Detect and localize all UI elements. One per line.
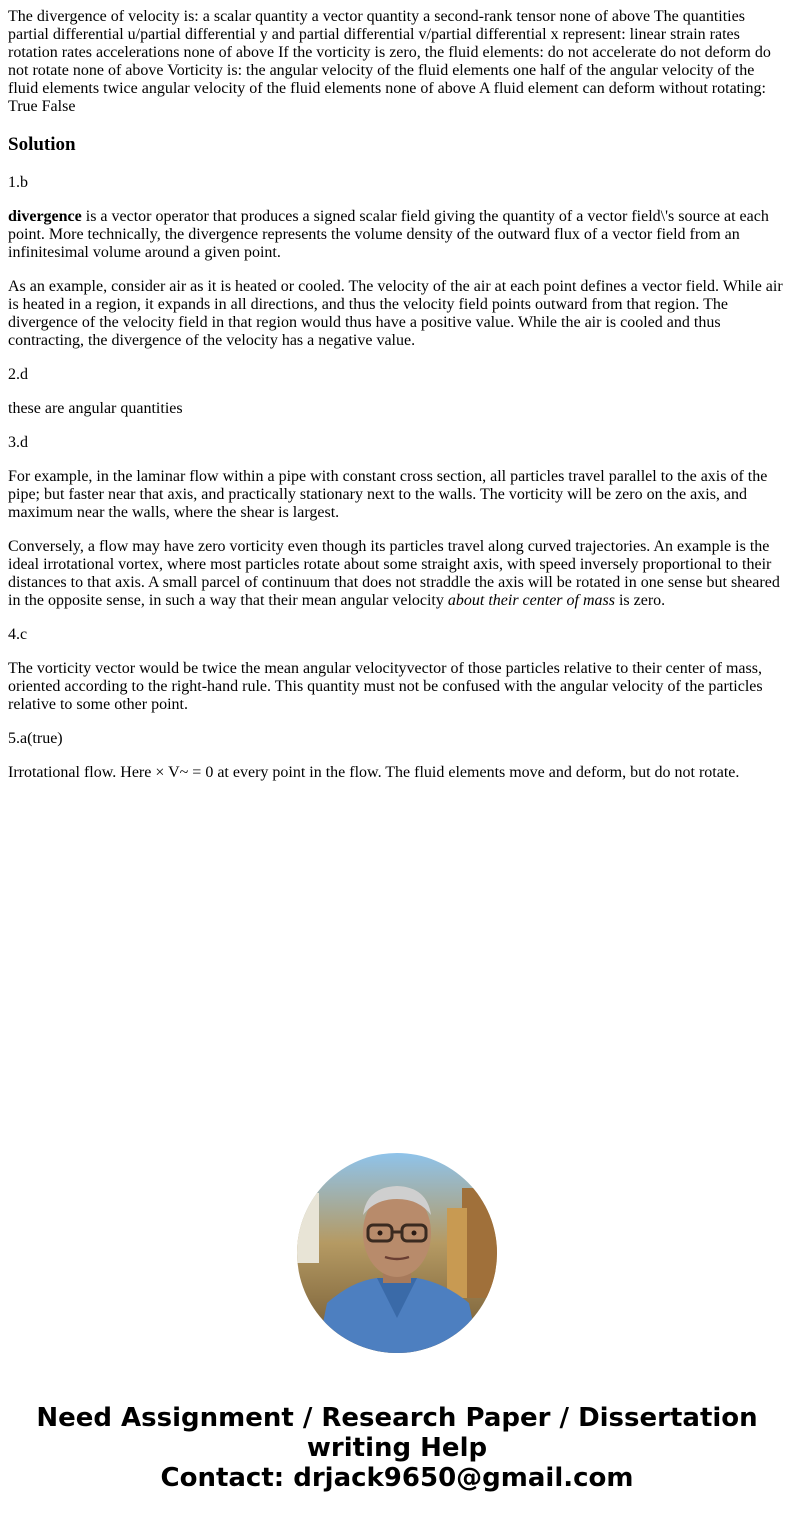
answer-4-label: 4.c [8, 626, 28, 643]
answer-4-text: The vorticity vector would be twice the mean angular velocityvector of those particles relative to their center of mass, oriented according to the right-hand rule. This quantity must not be confused with the angular velocity of the particles relative to some other point. [8, 660, 763, 713]
answer-3-text-2-end: is zero. [614, 592, 666, 609]
footer-line-2: writing Help [306, 1433, 488, 1463]
answer-1-example: As an example, consider air as it is heated or cooled. The velocity of the air at each point defines a vector field. While air is heated in a region, it expands in all directions, and thus the velocity field points outward from that region. The divergence of the velocity field in that region would thus have a positive value. While the air is cooled and thus contracting, the divergence of the velocity has a negative value. [8, 278, 783, 349]
answer-1-label: 1.b [8, 174, 28, 191]
divergence-term: divergence [8, 208, 82, 225]
footer-contact: Contact: drjack9650@gmail.com [160, 1463, 634, 1493]
answer-3-text-2 [8, 538, 786, 610]
answer-5-label: 5.a(true) [8, 730, 63, 747]
answer-3-emphasis: about their center of mass [447, 592, 615, 609]
divergence-definition: is a vector operator that produces a signed scalar field giving the quantity of a vector field\'s source at each point. More technically, the divergence represents the volume density of the outward flux of a vector field from an infinitesimal volume around a given point. [8, 208, 769, 261]
answer-3-label: 3.d [8, 434, 28, 451]
solution-heading: Solution [8, 134, 76, 155]
answer-1-definition [8, 208, 786, 262]
answer-3-text-1: For example, in the laminar flow within a pipe with constant cross section, all particles travel parallel to the axis of the pipe; but faster near that axis, and practically stationary next to the walls. The vorticity will be zero on the axis, and maximum near the walls, where the shear is largest. [8, 468, 768, 521]
answer-2-label: 2.d [8, 366, 28, 383]
document-body [8, 8, 786, 798]
author-avatar [297, 1153, 497, 1353]
answer-3-text-2-start: Conversely, a flow may have zero vorticity even though its particles travel along curved trajectories. An example is the ideal irrotational vortex, where most particles rotate about some straight axis, with speed inversely proportional to their distances to that axis. A small parcel of continuum that does not straddle the axis will be rotated in one sense but sheared in the opposite sense, in such a way that their mean angular velocity [8, 538, 780, 609]
footer-banner [0, 1403, 794, 1493]
question-text: The divergence of velocity is: a scalar quantity a vector quantity a second-rank tensor none of above The quantities partial differential u/partial differential y and partial differential v/partial differential x represent: linear strain rates rotation rates accelerations none of above If the vorticity is zero, the fluid elements: do not accelerate do not deform do not rotate none of above Vorticity is: the angular velocity of the fluid elements one half of the angular velocity of the fluid elements twice angular velocity of the fluid elements none of above A fluid element can deform without rotating: True False [8, 8, 771, 115]
answer-2-text: these are angular quantities [8, 400, 183, 417]
answer-5-text: Irrotational flow. Here × V~ = 0 at every point in the flow. The fluid elements move and deform, but do not rotate. [8, 764, 740, 781]
author-portrait-image [297, 1153, 497, 1353]
footer-line-1: Need Assignment / Research Paper / Dissertation [36, 1403, 758, 1433]
